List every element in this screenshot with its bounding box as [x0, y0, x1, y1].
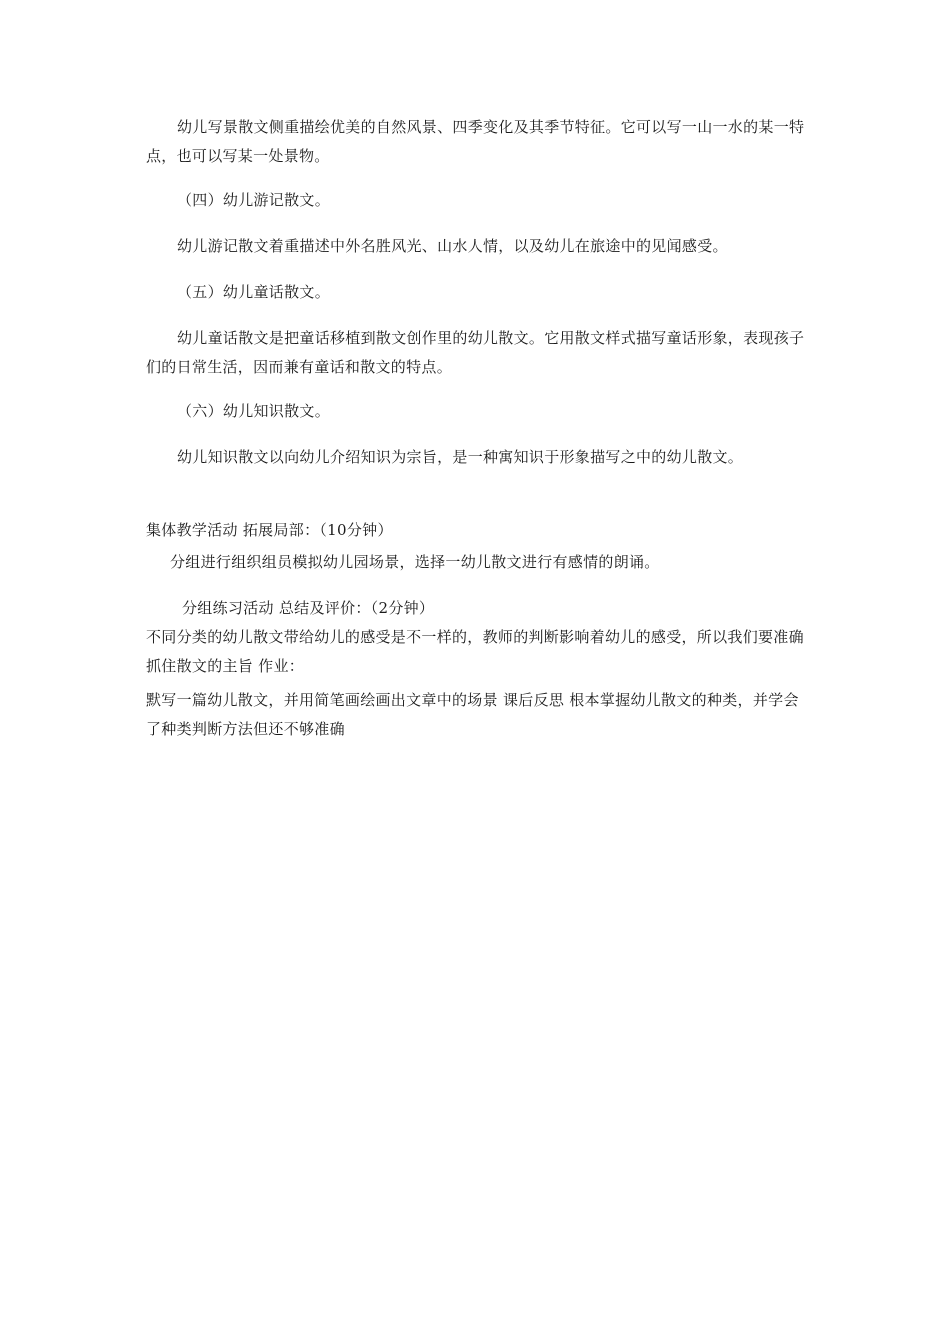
paragraph-scenery-prose: 幼儿写景散文侧重描绘优美的自然风景、四季变化及其季节特征。它可以写一山一水的某一特点，也可以写某一处景物。 — [146, 118, 805, 165]
paragraph-fairytale-prose: 幼儿童话散文是把童话移植到散文创作里的幼儿散文。它用散文样式描写童话形象，表现孩子们的日常生活，因而兼有童话和散文的特点。 — [146, 329, 805, 376]
heading-fairytale-prose: （五）幼儿童话散文。 — [177, 283, 331, 301]
heading-knowledge-prose: （六）幼儿知识散文。 — [177, 402, 331, 420]
paragraph-knowledge-prose: 幼儿知识散文以向幼儿介绍知识为宗旨，是一种寓知识于形象描写之中的幼儿散文。 — [177, 448, 744, 466]
section-extension-title: 集体教学活动 拓展局部：（10分钟） — [146, 521, 393, 539]
paragraph-travel-prose: 幼儿游记散文着重描述中外名胜风光、山水人情，以及幼儿在旅途中的见闻感受。 — [177, 237, 728, 255]
section-summary-title: 分组练习活动 总结及评价：（2分钟） — [182, 599, 435, 617]
heading-travel-prose: （四）幼儿游记散文。 — [177, 191, 331, 209]
section-homework-reflection: 默写一篇幼儿散文，并用简笔画绘画出文章中的场景 课后反思 根本掌握幼儿散文的种类，并学会了种类判断方法但还不够准确 — [146, 691, 799, 738]
section-extension-body: 分组进行组织组员模拟幼儿园场景，选择一幼儿散文进行有感情的朗诵。 — [170, 553, 660, 571]
section-summary-body: 不同分类的幼儿散文带给幼儿的感受是不一样的，教师的判断影响着幼儿的感受，所以我们要准确抓住散文的主旨 作业： — [146, 628, 804, 675]
